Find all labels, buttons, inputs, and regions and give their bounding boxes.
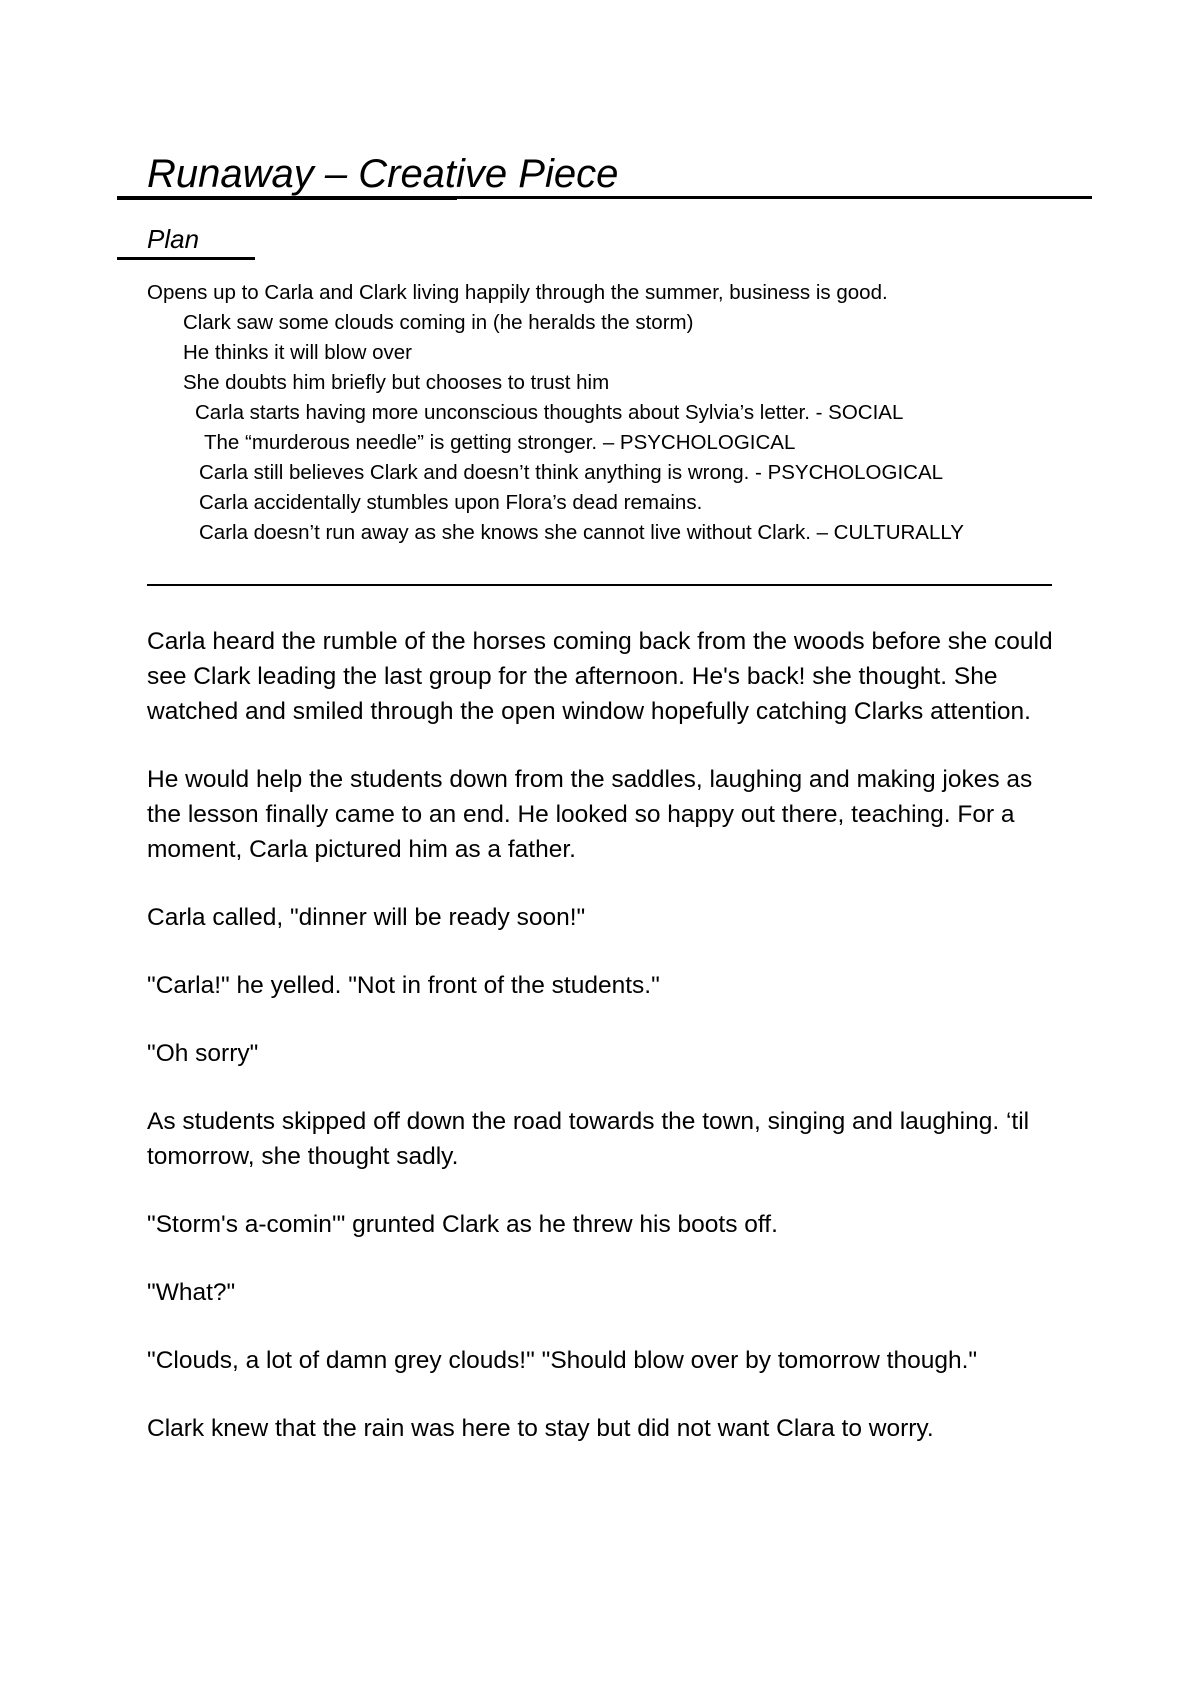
plan-item: Opens up to Carla and Clark living happily through the summer, business is good. bbox=[147, 281, 888, 304]
story-paragraph: Carla called, "dinner will be ready soon!" bbox=[147, 904, 586, 931]
section-divider bbox=[147, 584, 1052, 586]
plan-item: Carla starts having more unconscious thoughts about Sylvia’s letter. - SOCIAL bbox=[195, 401, 904, 424]
plan-item: The “murderous needle” is getting stronger. – PSYCHOLOGICAL bbox=[204, 431, 796, 454]
story-paragraph: "Storm's a-comin'" grunted Clark as he threw his boots off. bbox=[147, 1211, 778, 1238]
story-paragraph: As students skipped off down the road towards the town, singing and laughing. ‘til tomorrow, she thought sadly. bbox=[147, 1108, 1030, 1170]
plan-item: Carla doesn’t run away as she knows she cannot live without Clark. – CULTURALLY bbox=[199, 521, 964, 544]
plan-heading: Plan bbox=[147, 224, 200, 254]
plan-item: Carla still believes Clark and doesn’t think anything is wrong. - PSYCHOLOGICAL bbox=[199, 461, 944, 484]
story-paragraph: "Oh sorry" bbox=[147, 1040, 259, 1067]
story-paragraph: He would help the students down from the saddles, laughing and making jokes as the lesson finally came to an end. He looked so happy out there, teaching. For a moment, Carla pictured him as a father. bbox=[147, 766, 1033, 863]
story-paragraph: "What?" bbox=[147, 1279, 236, 1306]
plan-item: Clark saw some clouds coming in (he heralds the storm) bbox=[183, 311, 694, 334]
story-paragraph: "Carla!" he yelled. "Not in front of the students." bbox=[147, 972, 660, 999]
story-paragraph: Clark knew that the rain was here to stay but did not want Clara to worry. bbox=[147, 1415, 934, 1442]
plan-item: Carla accidentally stumbles upon Flora’s dead remains. bbox=[199, 491, 703, 514]
plan-underline bbox=[117, 257, 255, 260]
story-paragraph: "Clouds, a lot of damn grey clouds!" "Should blow over by tomorrow though." bbox=[147, 1347, 978, 1374]
document-title: Runaway – Creative Piece bbox=[147, 152, 619, 196]
plan-item: He thinks it will blow over bbox=[183, 341, 412, 364]
story-body bbox=[147, 624, 1067, 1479]
title-underline-accent bbox=[117, 199, 457, 200]
story-paragraph: Carla heard the rumble of the horses coming back from the woods before she could see Clark leading the last group for the afternoon. He's back! she thought. She watched and smiled through the open window hopefully catching Clarks attention. bbox=[147, 628, 1053, 725]
plan-item: She doubts him briefly but chooses to trust him bbox=[183, 371, 610, 394]
